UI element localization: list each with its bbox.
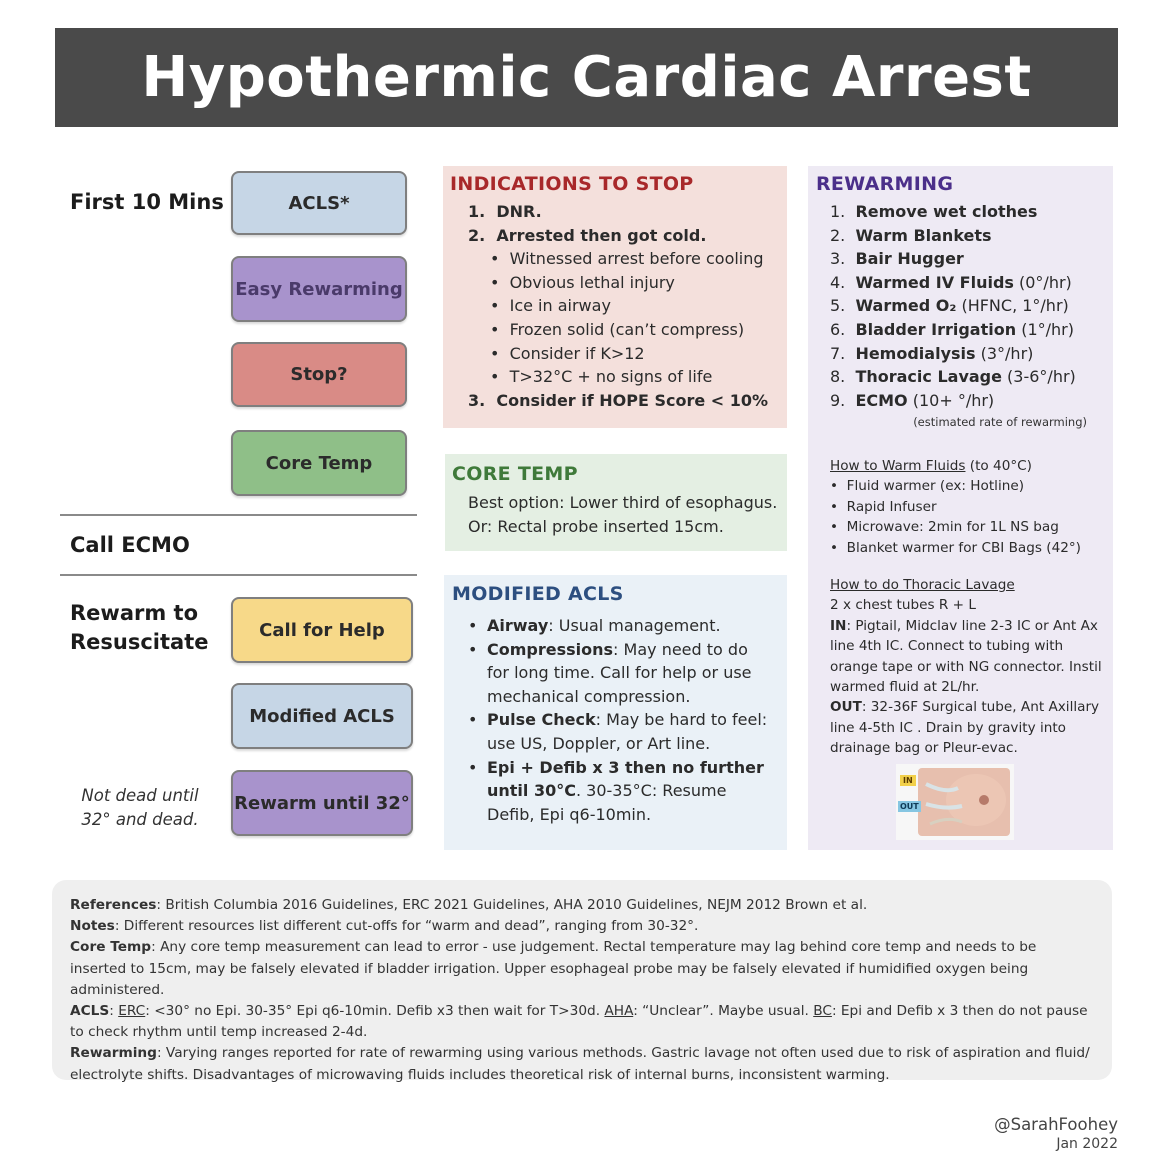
- step-modified-acls: Modified ACLS: [231, 683, 413, 749]
- fluid-item: • Microwave: 2min for 1L NS bag: [830, 519, 1059, 536]
- lavage-in: IN: Pigtail, Midclav line 2-3 IC or Ant Ax line 4th IC. Connect to tubing with orange tape or with NG connector. Instil warmed fluid at 2L/hr.: [830, 617, 1102, 696]
- stop-title: INDICATIONS TO STOP: [450, 173, 694, 195]
- rewarm-item: 7. Hemodialysis (3°/hr): [830, 343, 1034, 363]
- lavage-heading: How to do Thoracic Lavage: [830, 577, 1015, 593]
- rewarming-panel: [808, 166, 1113, 850]
- step-call-for-help: Call for Help: [231, 597, 413, 663]
- macls-item-epi-defib: • Epi + Defib x 3 then no further until 30°C. 30-35°C: Resume Defib, Epi q6-10min.: [468, 757, 764, 824]
- rewarm-rate-note: (estimated rate of rewarming): [913, 415, 1087, 429]
- core-line-1: Best option: Lower third of esophagus.: [468, 493, 778, 512]
- stop-item-2: 2. Arrested then got cold.: [468, 225, 707, 245]
- step-easy-rewarming: Easy Rewarming: [231, 256, 407, 322]
- refs-rewarming: Rewarming: Varying ranges reported for rate of rewarming using various methods. Gastric lavage not often used due to risk of aspiration and fluid/ electrolyte shifts. Disadvantages of microwaving fluids includes theoretical risk of internal burns, inconsistent warming.: [70, 1045, 1090, 1083]
- step-stop: Stop?: [231, 342, 407, 407]
- modified-acls-panel: [444, 575, 787, 850]
- not-dead-line-1: Not dead until: [81, 786, 199, 805]
- stage-first-10-mins: First 10 Mins: [70, 190, 224, 214]
- rewarm-item: 9. ECMO (10+ °/hr): [830, 390, 995, 410]
- stop-bullet: • Ice in airway: [490, 296, 611, 316]
- rewarm-title: REWARMING: [816, 173, 954, 195]
- stage-rewarm-line-2: Resuscitate: [70, 630, 209, 654]
- step-acls: ACLS*: [231, 171, 407, 235]
- in-tag: IN: [900, 775, 916, 786]
- out-tag: OUT: [900, 802, 919, 811]
- stage-call-ecmo: Call ECMO: [70, 533, 190, 557]
- refs-notes: Notes: Different resources list different cut-offs for “warm and dead”, ranging from 30-32°.: [70, 918, 699, 935]
- core-title: CORE TEMP: [452, 463, 578, 485]
- page-title: Hypothermic Cardiac Arrest: [141, 45, 1032, 110]
- step-core-temp: Core Temp: [231, 430, 407, 496]
- macls-item-airway: • Airway: Usual management.: [468, 616, 721, 635]
- stop-item-3: 3. Consider if HOPE Score < 10%: [468, 390, 769, 410]
- macls-title: MODIFIED ACLS: [452, 583, 624, 605]
- core-line-2: Or: Rectal probe inserted 15cm.: [468, 516, 724, 536]
- lavage-tubes: 2 x chest tubes R + L: [830, 597, 976, 614]
- refs-acls: ACLS: ERC: <30° no Epi. 30-35° Epi q6-10min. Defib x3 then wait for T>30d. AHA: “Unclear”. Maybe usual. BC: Epi and Defib x 3 then do not pause to check rhythm until temp increased 2-4d.: [70, 1003, 1088, 1041]
- macls-item-compressions: • Compressions: May need to do for long time. Call for help or use mechanical compression.: [468, 639, 752, 706]
- rewarm-item: 3. Bair Hugger: [830, 249, 964, 269]
- indications-to-stop-panel: [443, 166, 787, 428]
- thoracic-lavage-section: [830, 575, 1102, 759]
- stop-list: [468, 200, 778, 412]
- refs-core-temp: Core Temp: Any core temp measurement can lead to error - use judgement. Rectal temperature may lag behind core temp and needs to be inserted to 15cm, may be falsely elevated if bladder irrigation. Upper esophageal probe may be falsely elevated if humidified oxygen being administered.: [70, 939, 1037, 998]
- stop-bullet: • T>32°C + no signs of life: [490, 367, 713, 387]
- author-handle: @SarahFoohey: [994, 1115, 1118, 1134]
- stop-bullet: • Frozen solid (can’t compress): [490, 319, 745, 339]
- lavage-out: OUT: 32-36F Surgical tube, Ant Axillary line 4-5th IC . Drain by gravity into drainage bag or Pleur-evac.: [830, 699, 1100, 757]
- fluid-item: • Fluid warmer (ex: Hotline): [830, 478, 1025, 495]
- rewarm-item: 2. Warm Blankets: [830, 225, 992, 245]
- not-dead-line-2: 32° and dead.: [81, 810, 199, 829]
- fluid-item: • Rapid Infuser: [830, 498, 937, 515]
- stop-bullet: • Witnessed arrest before cooling: [490, 249, 764, 269]
- rewarm-item: 8. Thoracic Lavage (3-6°/hr): [830, 367, 1076, 387]
- rewarm-item: 6. Bladder Irrigation (1°/hr): [830, 319, 1074, 339]
- not-dead-note: [70, 784, 210, 832]
- macls-item-pulse-check: • Pulse Check: May be hard to feel: use US, Doppler, or Art line.: [468, 710, 768, 753]
- fluid-item: • Blanket warmer for CBI Bags (42°): [830, 539, 1081, 556]
- rewarm-item: 4. Warmed IV Fluids (0°/hr): [830, 272, 1072, 292]
- thoracic-lavage-illustration: [896, 764, 1014, 840]
- warm-fluids-section: [830, 456, 1105, 558]
- stage-rewarm-line-1: Rewarm to: [70, 601, 198, 625]
- core-text: [468, 491, 783, 538]
- stage-rewarm-to-resuscitate: [70, 599, 209, 657]
- refs-references: References: British Columbia 2016 Guidelines, ERC 2021 Guidelines, AHA 2010 Guidelines, NEJM 2012 Brown et al.: [70, 897, 868, 913]
- stop-bullet: • Obvious lethal injury: [490, 272, 675, 292]
- warm-fluids-heading: How to Warm Fluids (to 40°C): [830, 458, 1032, 474]
- credit: [994, 1115, 1118, 1152]
- references-box: [52, 880, 1112, 1083]
- macls-list: [468, 614, 773, 826]
- rewarm-item: 1. Remove wet clothes: [830, 202, 1038, 221]
- title-bar: [55, 28, 1118, 127]
- core-temp-panel: [445, 454, 787, 551]
- divider: [60, 574, 417, 576]
- step-rewarm-until-32: Rewarm until 32°: [231, 770, 413, 836]
- divider: [60, 514, 417, 516]
- stop-item-1: 1. DNR.: [468, 202, 542, 221]
- stop-bullet: • Consider if K>12: [490, 343, 645, 363]
- rewarm-list: [830, 200, 1110, 412]
- rewarm-item: 5. Warmed O₂ (HFNC, 1°/hr): [830, 296, 1069, 316]
- credit-date: Jan 2022: [1056, 1136, 1118, 1152]
